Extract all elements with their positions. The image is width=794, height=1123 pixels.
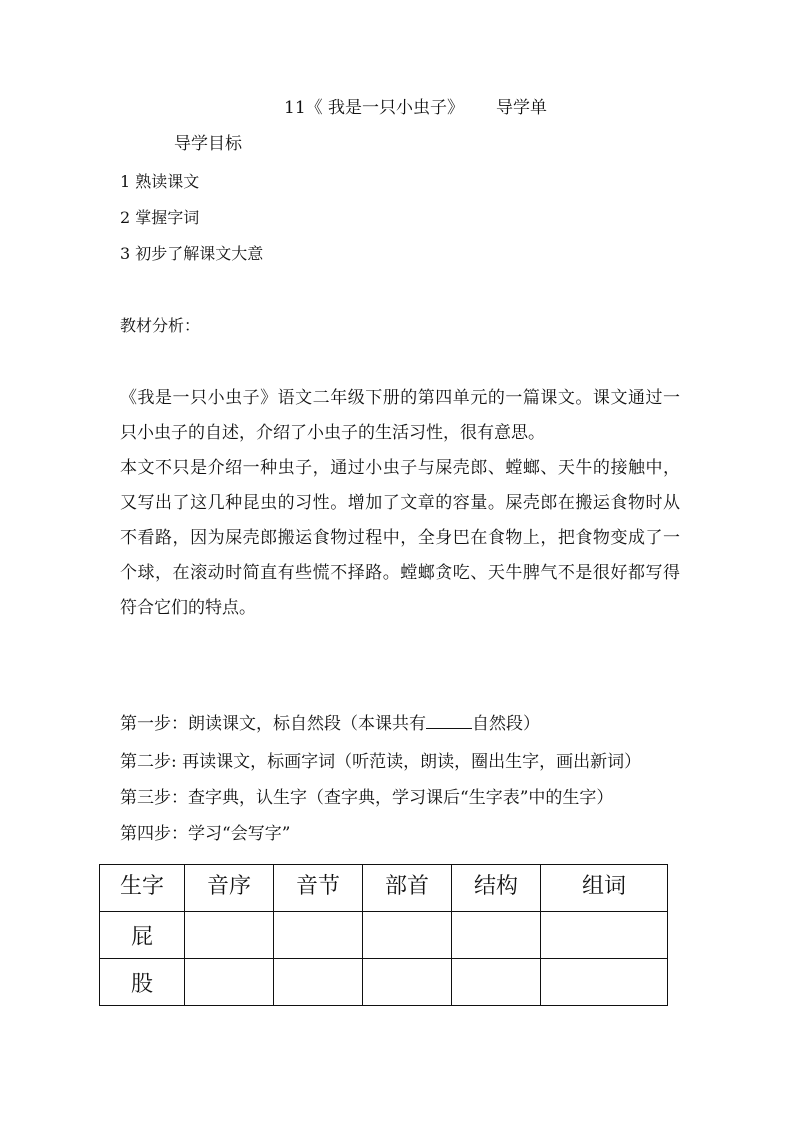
step-2: 第二步: 再读课文，标画字词（听范读，朗读，圈出生字，画出新词） bbox=[120, 752, 642, 772]
step-3: 第三步：查字典，认生字（查字典，学习课后“生字表”中的生字） bbox=[120, 788, 614, 808]
lesson-number: 11 bbox=[284, 98, 306, 118]
header-radical: 部首 bbox=[363, 865, 452, 912]
goal-item-2: 2 掌握字词 bbox=[120, 208, 200, 227]
header-word: 组词 bbox=[541, 865, 668, 912]
document-title bbox=[284, 98, 547, 118]
cell-phonetic-order[interactable] bbox=[185, 912, 274, 959]
cell-word[interactable] bbox=[541, 912, 668, 959]
cell-character: 股 bbox=[100, 959, 185, 1006]
step-4: 第四步：学习“会写字” bbox=[120, 824, 291, 844]
step-1 bbox=[120, 714, 540, 734]
analysis-paragraph-2: 本文不只是介绍一种虫子，通过小虫子与屎壳郎、螳螂、天牛的接触中，又写出了这几种昆虫的习性。增加了文章的容量。屎壳郎在搬运食物时从不看路，因为屎壳郎搬运食物过程中，全身巴在食物上，把食物变成了一个球，在滚动时简直有些慌不择路。螳螂贪吃、天牛脾气不是很好都写得符合它们的特点。 bbox=[120, 458, 680, 618]
cell-syllable[interactable] bbox=[274, 912, 363, 959]
goal-item-1: 1 熟读课文 bbox=[120, 172, 200, 191]
goals-heading: 导学目标 bbox=[174, 134, 242, 154]
cell-radical[interactable] bbox=[363, 959, 452, 1006]
header-structure: 结构 bbox=[452, 865, 541, 912]
step-1-text: 第一步：朗读课文，标自然段（本课共有 bbox=[120, 714, 426, 734]
header-syllable: 音节 bbox=[274, 865, 363, 912]
header-phonetic-order: 音序 bbox=[185, 865, 274, 912]
cell-character: 屁 bbox=[100, 912, 185, 959]
table-row bbox=[100, 912, 668, 959]
table-row bbox=[100, 959, 668, 1006]
cell-syllable[interactable] bbox=[274, 959, 363, 1006]
goal-item-3: 3 初步了解课文大意 bbox=[120, 244, 264, 263]
table-header-row bbox=[100, 865, 668, 912]
header-character: 生字 bbox=[100, 865, 185, 912]
cell-structure[interactable] bbox=[452, 912, 541, 959]
cell-radical[interactable] bbox=[363, 912, 452, 959]
lesson-name: 《 我是一只小虫子》 bbox=[305, 98, 465, 118]
document-type: 导学单 bbox=[496, 98, 548, 118]
analysis-paragraph-1: 《我是一只小虫子》语文二年级下册的第四单元的一篇课文。课文通过一只小虫子的自述，介绍了小虫子的生活习性，很有意思。 bbox=[120, 388, 680, 443]
analysis-heading: 教材分析： bbox=[120, 316, 201, 335]
step-1-text-end: 自然段） bbox=[472, 714, 540, 734]
cell-word[interactable] bbox=[541, 959, 668, 1006]
cell-structure[interactable] bbox=[452, 959, 541, 1006]
paragraph-count-blank bbox=[426, 714, 472, 729]
character-table bbox=[99, 864, 668, 1006]
cell-phonetic-order[interactable] bbox=[185, 959, 274, 1006]
